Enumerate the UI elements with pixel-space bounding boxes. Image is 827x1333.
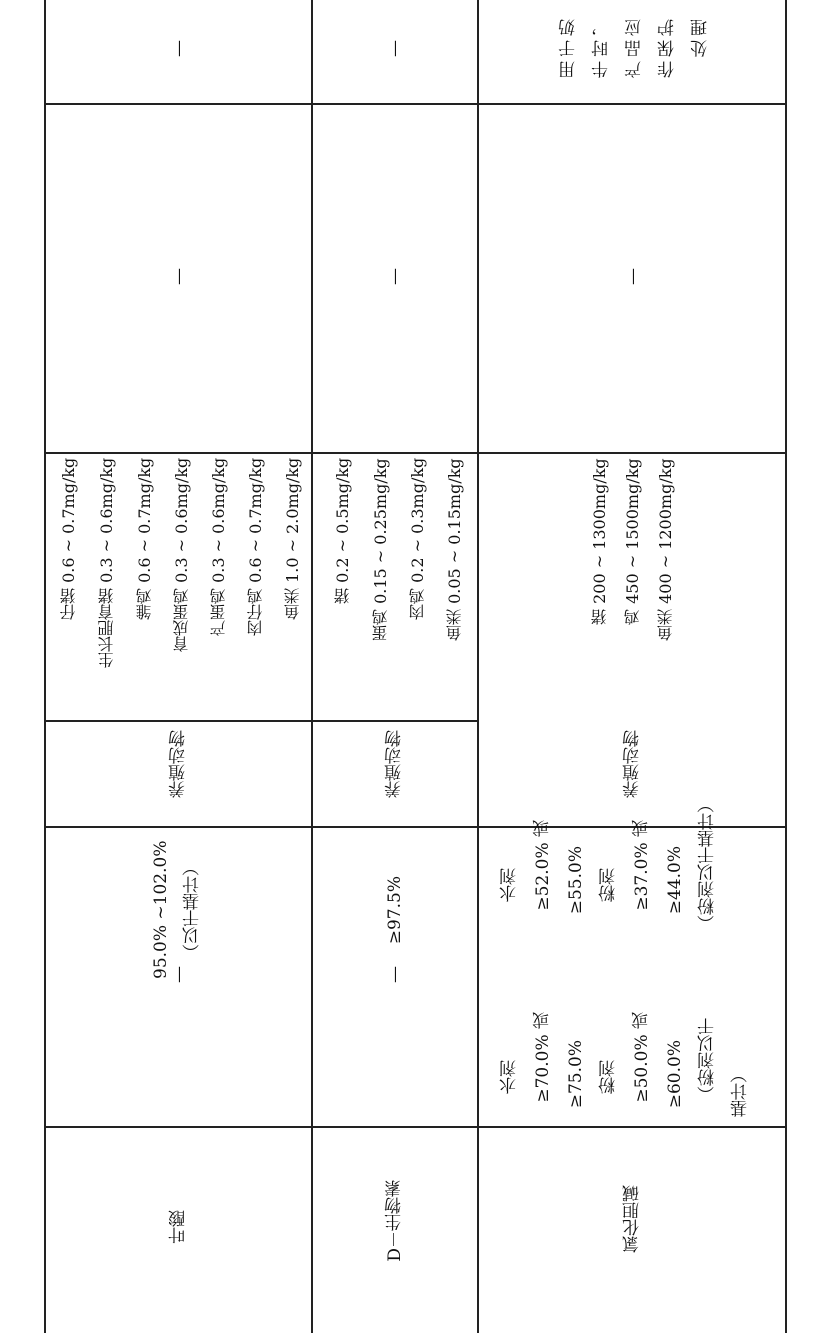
col5-line: 肉仔鸡 0.6 ~ 0.7mg/kg <box>246 458 265 637</box>
col2-line: ≥70.0% 或 <box>533 1012 553 1103</box>
col2-cell: — <box>169 966 189 983</box>
col2-cell: — <box>385 966 405 983</box>
col2-line: 基计） <box>731 1066 751 1117</box>
table-divider-row1 <box>311 0 313 1333</box>
name-cell: 氯化胆碱 <box>623 1185 643 1253</box>
col5-line: 肉鸡 0.2 ~ 0.3mg/kg <box>408 458 427 621</box>
table-divider-col3 <box>44 826 787 828</box>
col3-line: 水剂 <box>500 868 520 902</box>
col5-line: 鱼类 0.05 ~ 0.15mg/kg <box>445 458 464 641</box>
col5-line: 鱼类 400 ~ 1200mg/kg <box>656 458 675 641</box>
col6-cell: — <box>169 268 189 285</box>
col2-line: （粉剂以干 <box>698 1018 718 1103</box>
col3-line: （以干基计） <box>183 859 203 961</box>
col3-line: 95.0% ~102.0% <box>151 840 171 980</box>
col4-cell: 养殖动物 <box>623 730 643 798</box>
table-divider-row2 <box>477 0 479 1333</box>
col2-line: ≥60.0% <box>665 1040 685 1109</box>
col7-cell: — <box>169 40 189 57</box>
col5-line: 猪 0.2 ~ 0.5mg/kg <box>333 458 352 605</box>
col7-line: 处理 <box>691 15 711 57</box>
col5-line: 鱼类 1.0 ~ 2.0mg/kg <box>283 458 302 621</box>
col3-line: ≥55.0% <box>566 846 586 915</box>
col7-line: 用于奶 <box>559 15 579 78</box>
name-cell: D－生物素 <box>385 1180 405 1262</box>
col5-line: 产蛋鸡 0.3 ~ 0.6mg/kg <box>209 458 228 637</box>
table-divider-col2 <box>44 1126 787 1128</box>
col2-line: 水剂 <box>500 1060 520 1094</box>
col7-line: 牛时， <box>592 15 612 78</box>
col7-cell: — <box>385 40 405 57</box>
col3-line: ≥52.0% 或 <box>533 820 553 911</box>
table-divider-col5 <box>44 720 313 722</box>
col5-line: 鸡 450 ~ 1500mg/kg <box>623 458 642 625</box>
col7-line: 作保护 <box>658 15 678 78</box>
table-divider-col6 <box>44 452 787 454</box>
col5-line: 猪 200 ~ 1300mg/kg <box>590 458 609 625</box>
col7-line: 产品应 <box>625 15 645 78</box>
col6-cell: — <box>385 268 405 285</box>
col5-line: 生长肥育猪 0.3 ~ 0.6mg/kg <box>97 458 116 669</box>
col3-line: ≥44.0% <box>665 846 685 915</box>
col5-line: 育成蛋鸡 0.3 ~ 0.6mg/kg <box>172 458 191 653</box>
col5-line: 蛋鸡 0.15 ~ 0.25mg/kg <box>371 458 390 641</box>
col3-line: （粉剂以干基计） <box>698 796 718 932</box>
col2-line: ≥50.0% 或 <box>632 1012 652 1103</box>
table-divider-col7 <box>44 103 787 105</box>
table-border-left <box>44 0 46 1333</box>
col6-cell: — <box>623 268 643 285</box>
col2-line: ≥75.0% <box>566 1040 586 1109</box>
col4-cell: 养殖动物 <box>385 730 405 798</box>
table-divider-col4-r2 <box>311 720 479 722</box>
col3-line: 粉剂 <box>599 868 619 902</box>
col2-line: 粉剂 <box>599 1060 619 1094</box>
table-border-right <box>785 0 787 1333</box>
col4-cell: 养殖动物 <box>169 730 189 798</box>
name-cell: 叶酸 <box>169 1210 189 1244</box>
col3-line: ≥97.5% <box>385 876 405 945</box>
col3-line: ≥37.0% 或 <box>632 820 652 911</box>
col5-line: 雏鸡 0.6 ~ 0.7mg/kg <box>135 458 154 621</box>
col5-line: 仔猪 0.6 ~ 0.7mg/kg <box>59 458 78 621</box>
